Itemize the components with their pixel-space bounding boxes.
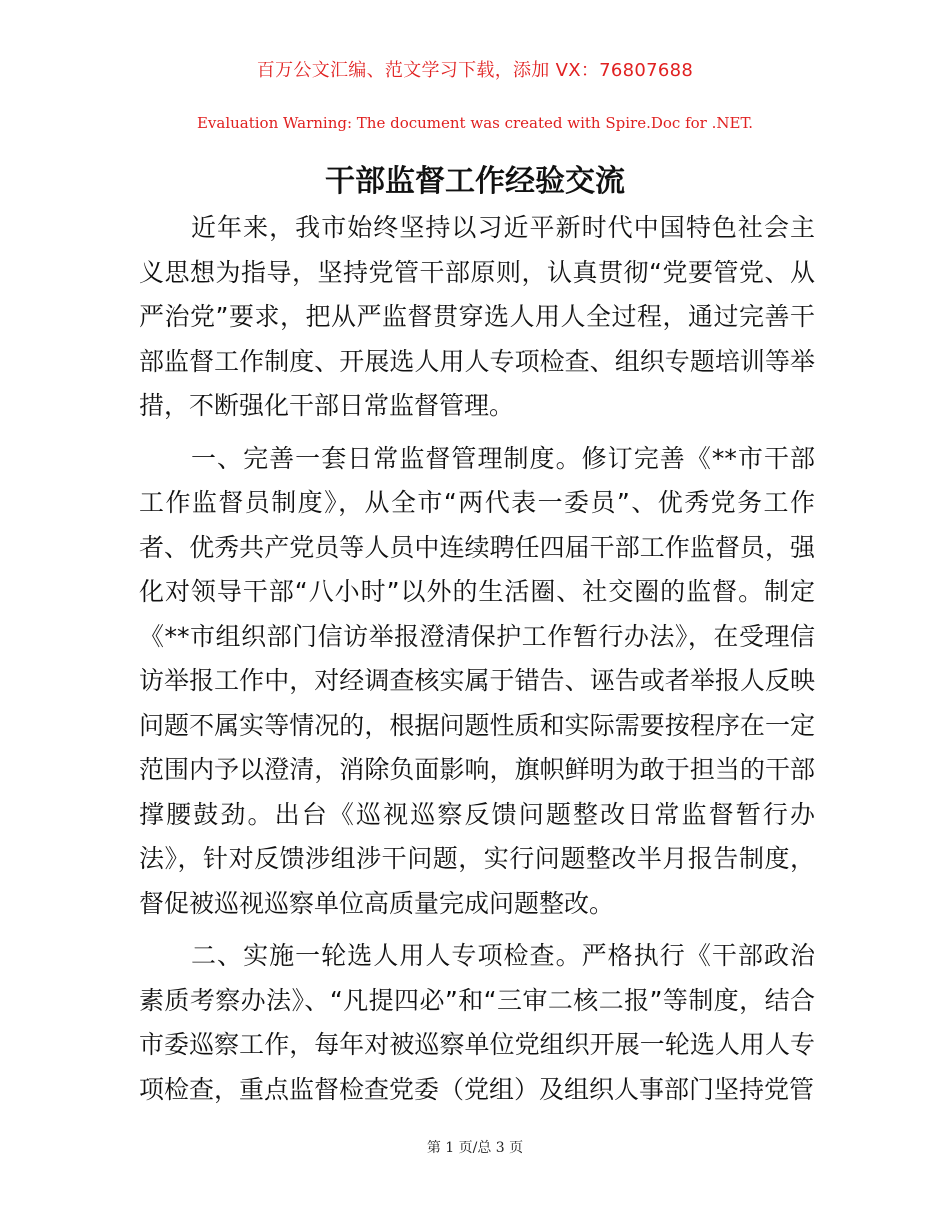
paragraph-section-1: 一、完善一套日常监督管理制度。修订完善《**市干部工作监督员制度》，从全市“两代表一委员”、优秀党务工作者、优秀共产党员等人员中连续聘任四届干部工作监督员，强化对领导干部“八小时”以外的生活圈、社交圈的监督。制定《**市组织部门信访举报澄清保护工作暂行办法》，在受理信访举报工作中，对经调查核实属于错告、诬告或者举报人反映问题不属实等情况的，根据问题性质和实际需要按程序在一定范围内予以澄清，消除负面影响，旗帜鲜明为敢于担当的干部撑腰鼓劲。出台《巡视巡察反馈问题整改日常监督暂行办法》，针对反馈涉组涉干问题，实行问题整改半月报告制度，督促被巡视巡察单位高质量完成问题整改。 bbox=[139, 443, 815, 918]
document-body bbox=[139, 206, 815, 1120]
top-banner: 百万公文汇编、范文学习下载，添加 VX：76807688 bbox=[256, 60, 694, 81]
paragraph-intro: 近年来，我市始终坚持以习近平新时代中国特色社会主义思想为指导，坚持党管干部原则，认真贯彻“党要管党、从严治党”要求，把从严监督贯穿选人用人全过程，通过完善干部监督工作制度、开展选人用人专项检查、组织专题培训等举措，不断强化干部日常监督管理。 bbox=[139, 213, 815, 420]
evaluation-warning: Evaluation Warning: The document was created with Spire.Doc for .NET. bbox=[196, 114, 754, 132]
paragraph-section-2: 二、实施一轮选人用人专项检查。严格执行《干部政治素质考察办法》、“凡提四必”和“三审二核二报”等制度，结合市委巡察工作，每年对被巡察单位党组织开展一轮选人用人专项检查，重点监督检查党委（党组）及组织人事部门坚持党管 bbox=[139, 941, 815, 1104]
page-number: 第 1 页/总 3 页 bbox=[426, 1140, 524, 1156]
document-title: 干部监督工作经验交流 bbox=[325, 164, 625, 199]
